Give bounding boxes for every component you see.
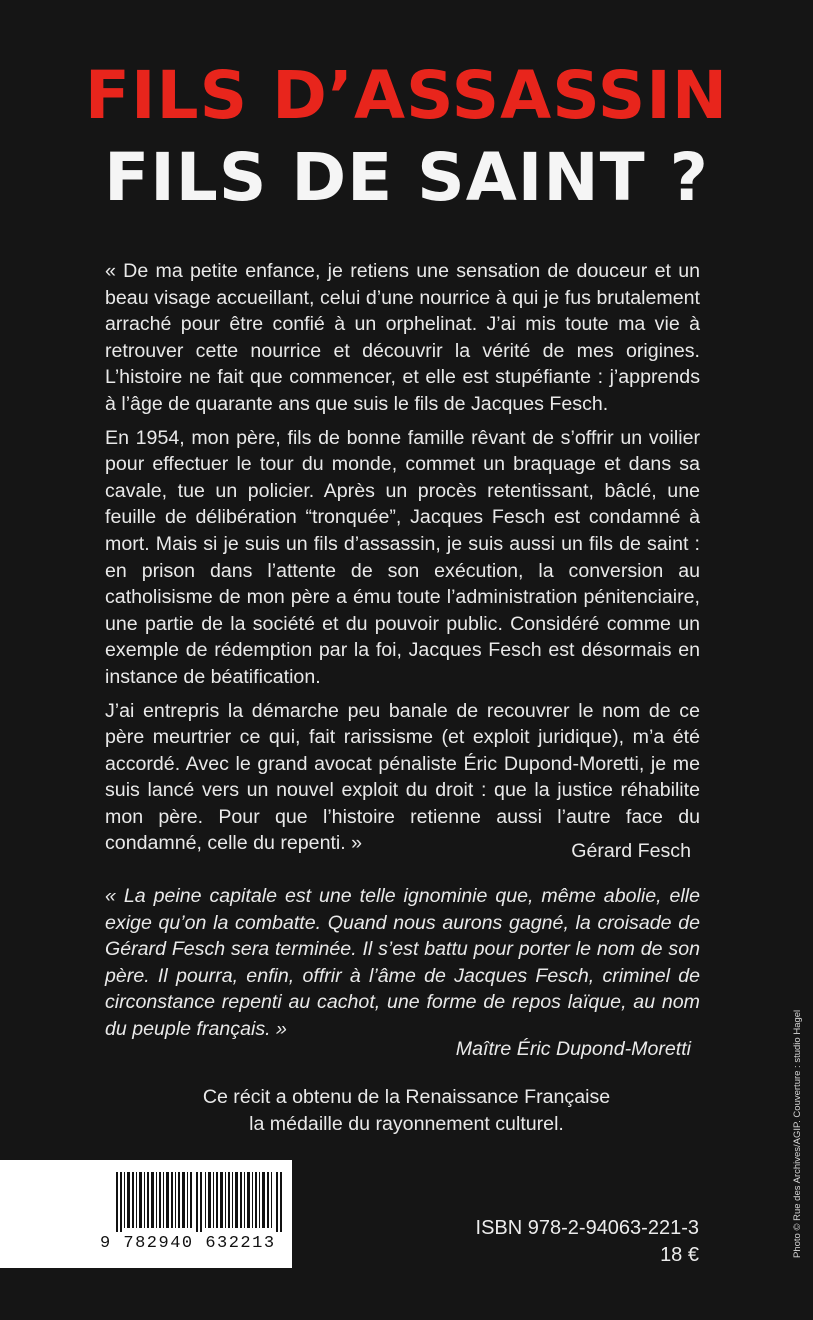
isbn-price-block (476, 1215, 699, 1269)
price: 18 € (660, 1244, 699, 1266)
photo-credit: Photo © Rue des Archives/AGIP. Couverture : studio Hagel (792, 1009, 803, 1258)
isbn: ISBN 978-2-94063-221-3 (475, 1217, 699, 1239)
endorsement-quote: « La peine capitale est une telle ignominie que, même abolie, elle exige qu’on la combatte. Quand nous aurons gagné, la croisade de Gérard Fesch sera terminée. Il s’est battu pour porter le nom de son père. Il pourra, enfin, offrir à l’âme de Jacques Fesch, criminel de circonstance repenti au cachot, une forme de repos laïque, au nom du peuple français. » (105, 885, 700, 1040)
award-line-2: la médaille du rayonnement culturel. (249, 1112, 564, 1135)
author-signature: Gérard Fesch (571, 840, 691, 862)
blurb-paragraph-1: « De ma petite enfance, je retiens une sensation de douceur et un beau visage accueillant, celui d’une nourrice à qui je fus brutalement arraché pour être confié à un orphelinat. J’ai mis toute ma vie à retrouver cette nourrice et découvrir la vérité de mes origines. L’histoire ne fait que commencer, et elle est stupéfiante : j’apprends à l’âge de quarante ans que suis le fils de Jacques Fesch. (105, 260, 700, 415)
award-note (0, 1084, 813, 1137)
blurb-text (105, 258, 700, 864)
blurb-paragraph-3: J’ai entrepris la démarche peu banale de recouvrer le nom de ce père meurtrier ce qui, fait rarissisme (et exploit juridique), m’a été accordé. Avec le grand avocat pénaliste Éric Dupond-Moretti, je me suis lancé vers un nouvel exploit du droit : que la justice réhabilite mon père. Pour que l’histoire retienne aussi l’autre face du condamné, celle du repenti. » (105, 699, 700, 855)
barcode (0, 1160, 292, 1268)
blurb-paragraph-2: En 1954, mon père, fils de bonne famille rêvant de s’offrir un voilier pour effectuer le tour du monde, commet un braquage et dans sa cavale, tue un policier. Après un procès retentissant, bâclé, une feuille de délibération “tronquée”, Jacques Fesch est condamné à mort. Mais si je suis un fils d’assassin, je suis aussi un fils de saint : en prison dans l’attente de son exécution, la conversion au catholisisme de mon père a ému toute l’administration pénitenciaire, une partie de la société et du pouvoir public. Considéré comme un exemple de rédemption par la foi, Jacques Fesch est désormais en instance de béatification. (105, 426, 700, 688)
quote-author: Maître Éric Dupond-Moretti (455, 1038, 691, 1060)
award-line-1: Ce récit a obtenu de la Renaissance Française (202, 1086, 611, 1108)
barcode-digits: 9 782940 632213 (100, 1234, 276, 1253)
title-line-2: FILS DE SAINT ? (104, 139, 709, 216)
barcode-bars (116, 1172, 284, 1232)
title-line-1: FILS D’ASSASSIN (84, 57, 729, 134)
